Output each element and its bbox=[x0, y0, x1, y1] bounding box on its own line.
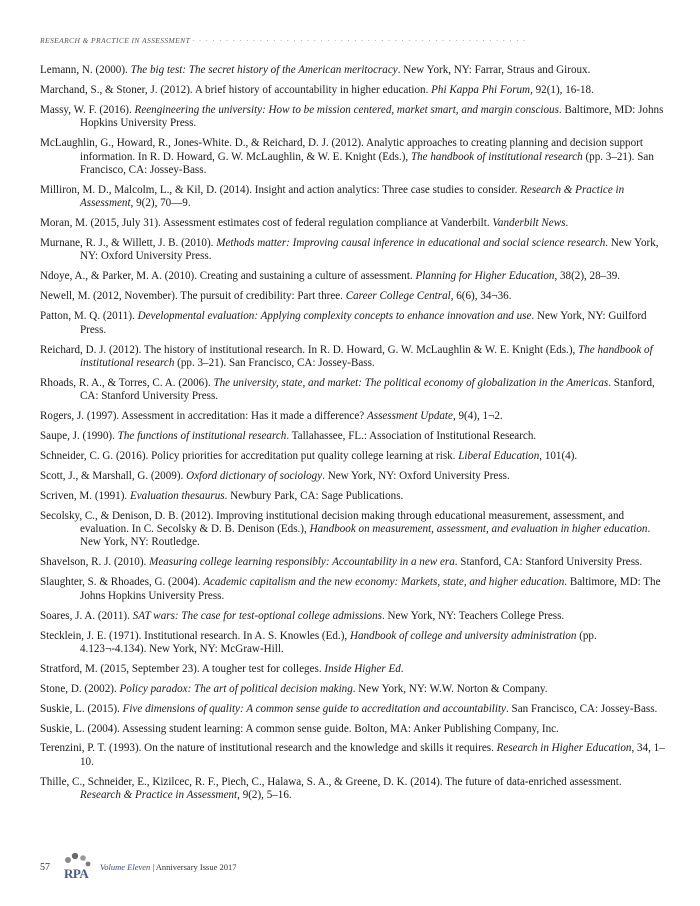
reference-title: Phi Kappa Phi Forum bbox=[431, 83, 531, 96]
footer-volume: Volume Eleven bbox=[100, 862, 151, 872]
reference-text: Stone, D. (2002). bbox=[40, 682, 120, 695]
reference-entry bbox=[40, 663, 665, 676]
logo-text: RPA bbox=[64, 866, 89, 881]
reference-text: Moran, M. (2015, July 31). Assessment estimates cost of federal regulation compliance at Vanderbilt. bbox=[40, 217, 493, 230]
reference-text: Patton, M. Q. (2011). bbox=[40, 310, 138, 323]
reference-entry bbox=[40, 470, 665, 483]
reference-text: Stecklein, J. E. (1971). Institutional research. In A. S. Knowles (Ed.), bbox=[40, 629, 350, 642]
reference-entry bbox=[40, 776, 665, 803]
running-head-title: RESEARCH & PRACTICE IN ASSESSMENT bbox=[40, 36, 191, 45]
reference-text: Stratford, M. (2015, September 23). A tougher test for colleges. bbox=[40, 662, 325, 675]
footer-issue-label: | Anniversary Issue 2017 bbox=[150, 862, 237, 872]
reference-details: , 9(4), 1¬2. bbox=[452, 410, 503, 423]
reference-entry bbox=[40, 84, 665, 97]
reference-entry bbox=[40, 430, 665, 443]
reference-entry bbox=[40, 64, 665, 77]
reference-title: Career College Central bbox=[345, 290, 451, 303]
reference-text: Reichard, D. J. (2012). The history of institutional research. In R. D. Howard, G. W. McLaughlin & W. E. Knight (Eds.), bbox=[40, 343, 579, 356]
reference-text: Slaughter, S. & Rhoades, G. (2004). bbox=[40, 576, 204, 589]
reference-details: . New York, NY: Farrar, Straus and Giroux. bbox=[397, 64, 591, 76]
rpa-logo bbox=[60, 852, 94, 882]
reference-details: . bbox=[400, 662, 404, 675]
reference-text: Murnane, R. J., & Willett, J. B. (2010). bbox=[40, 237, 217, 250]
reference-title: Research & Practice in Assessment bbox=[80, 789, 238, 802]
reference-details: . New York, NY: Routledge. bbox=[80, 523, 651, 549]
reference-text: Rogers, J. (1997). Assessment in accreditation: Has it made a difference? bbox=[40, 410, 367, 423]
reference-details: (pp. 3–21). San Francisco, CA: Jossey-Bass. bbox=[80, 150, 654, 176]
reference-title: Developmental evaluation: Applying complexity concepts to enhance innovation and use bbox=[137, 310, 532, 323]
reference-title: SAT wars: The case for test-optional college admissions bbox=[132, 609, 382, 622]
reference-text: Milliron, M. D., Malcolm, L., & Kil, D. (2014). Insight and action analytics: Three case studies to consider. bbox=[40, 183, 521, 196]
reference-details: , 9(2), 5–16. bbox=[237, 789, 292, 802]
reference-entry bbox=[40, 450, 665, 463]
reference-entry bbox=[40, 290, 665, 303]
reference-title: Evaluation thesaurus bbox=[129, 489, 225, 502]
reference-title: Measuring college learning responsibly: Accountability in a new era bbox=[149, 556, 455, 569]
reference-text: Secolsky, C., & Denison, D. B. (2012). Improving institutional decision making through educational measurement, assessment, and evaluation. In C. Secolsky & D. B. Denison (Eds.), bbox=[40, 509, 625, 536]
reference-details: . Baltimore, MD: The Johns Hopkins University Press. bbox=[80, 576, 661, 602]
reference-entry bbox=[40, 742, 665, 769]
reference-title: Academic capitalism and the new economy: Markets, state, and higher education bbox=[203, 576, 565, 589]
reference-title: Policy paradox: The art of political decision making bbox=[119, 682, 353, 695]
reference-details: , 92(1), 16-18. bbox=[530, 83, 594, 96]
reference-entry bbox=[40, 576, 665, 603]
reference-title: The university, state, and market: The political economy of globalization in the Americas bbox=[213, 376, 609, 389]
reference-entry bbox=[40, 104, 665, 131]
reference-text: Shavelson, R. J. (2010). bbox=[40, 556, 150, 569]
reference-title: Handbook on measurement, assessment, and evaluation in higher education bbox=[309, 523, 648, 536]
reference-details: . New York, NY: Guilford Press. bbox=[80, 310, 647, 336]
reference-entry bbox=[40, 556, 665, 569]
reference-entry bbox=[40, 137, 665, 177]
reference-details: , 9(2), 70—9. bbox=[130, 197, 191, 210]
reference-details: (pp. 4.123¬-4.134). New York, NY: McGraw-Hill. bbox=[80, 629, 597, 655]
reference-entry bbox=[40, 410, 665, 423]
reference-details: . bbox=[565, 217, 569, 230]
reference-title: Inside Higher Ed bbox=[324, 662, 401, 675]
reference-details: . Tallahassee, FL.: Association of Institutional Research. bbox=[286, 430, 537, 443]
reference-title: Oxford dictionary of sociology bbox=[186, 469, 323, 482]
reference-entry bbox=[40, 490, 665, 503]
reference-entry bbox=[40, 703, 665, 716]
reference-entry bbox=[40, 184, 665, 211]
reference-details: , 6(6), 34¬36. bbox=[450, 290, 512, 303]
reference-text: Terenzini, P. T. (1993). On the nature of institutional research and the knowledge and skills it requires. bbox=[40, 742, 497, 755]
reference-details: . New York, NY: Oxford University Press. bbox=[322, 469, 510, 482]
reference-entry bbox=[40, 723, 665, 736]
reference-entry bbox=[40, 683, 665, 696]
reference-details: , 101(4). bbox=[539, 449, 578, 462]
reference-text: Newell, M. (2012, November). The pursuit of credibility: Part three. bbox=[40, 290, 346, 303]
page-footer bbox=[40, 853, 237, 881]
reference-details: . Baltimore, MD: Johns Hopkins University Press. bbox=[80, 103, 664, 130]
reference-text: Scriven, M. (1991). bbox=[40, 489, 130, 502]
reference-text: Saupe, J. (1990). bbox=[40, 430, 118, 443]
reference-title: Methods matter: Improving causal inference in educational and social science research bbox=[216, 237, 606, 250]
reference-text: Scott, J., & Marshall, G. (2009). bbox=[40, 469, 187, 482]
reference-details: , 34, 1–10. bbox=[80, 742, 665, 768]
reference-title: Assessment Update bbox=[366, 410, 453, 423]
reference-text: Lemann, N. (2000). bbox=[40, 64, 131, 76]
reference-title: Research & Practice in Assessment bbox=[80, 183, 625, 210]
reference-title: The handbook of institutional research bbox=[410, 150, 583, 163]
reference-text: Thille, C., Schneider, E., Kizilcec, R. F., Piech, C., Halawa, S. A., & Greene, D. K. (2014). The future of data-enriched assessment. bbox=[40, 775, 622, 788]
reference-details: . Newbury Park, CA: Sage Publications. bbox=[224, 489, 404, 502]
reference-title: Vanderbilt News bbox=[492, 217, 566, 230]
reference-details: . New York, NY: Teachers College Press. bbox=[381, 609, 565, 622]
reference-entry bbox=[40, 270, 665, 283]
reference-entry bbox=[40, 237, 665, 264]
reference-details: . New York, NY: W.W. Norton & Company. bbox=[352, 682, 548, 695]
reference-text: Rhoads, R. A., & Torres, C. A. (2006). bbox=[40, 376, 214, 389]
reference-details: , 38(2), 28–39. bbox=[554, 270, 621, 283]
reference-text: McLaughlin, G., Howard, R., Jones-White. D., & Reichard, D. J. (2012). Analytic approaches to creating planning and decision support information. In R. D. Howard, G. W. McLaughlin, & W. E. Knight (Eds.), bbox=[40, 137, 643, 163]
reference-entry bbox=[40, 217, 665, 230]
reference-text: Schneider, C. G. (2016). Policy priorities for accreditation put quality college learning at risk. bbox=[40, 449, 459, 462]
reference-details: (pp. 3–21). San Francisco, CA: Jossey-Bass. bbox=[174, 356, 375, 369]
reference-title: Five dimensions of quality: A common sense guide to accreditation and accountability bbox=[122, 702, 506, 715]
reference-title: The big test: The secret history of the American meritocracy bbox=[130, 64, 398, 76]
reference-entry bbox=[40, 610, 665, 623]
reference-text: Marchand, S., & Stoner, J. (2012). A brief history of accountability in higher education. bbox=[40, 83, 432, 96]
reference-text: Ndoye, A., & Parker, M. A. (2010). Creating and sustaining a culture of assessment. bbox=[40, 270, 416, 283]
reference-entry bbox=[40, 377, 665, 404]
reference-text: Suskie, L. (2004). Assessing student learning: A common sense guide. Bolton, MA: Anker Publishing Company, Inc. bbox=[40, 722, 559, 735]
reference-title: Reengineering the university: How to be mission centered, market smart, and margin conscious bbox=[134, 103, 559, 116]
page-number: 57 bbox=[40, 861, 50, 873]
reference-entry bbox=[40, 310, 665, 337]
reference-list bbox=[40, 64, 665, 809]
reference-details: . Stanford, CA: Stanford University Press. bbox=[80, 376, 655, 403]
reference-title: The handbook of institutional research bbox=[80, 343, 653, 369]
running-head bbox=[40, 36, 527, 45]
reference-details: . Stanford, CA: Stanford University Press. bbox=[454, 556, 643, 569]
reference-text: Soares, J. A. (2011). bbox=[40, 609, 133, 622]
reference-text: Suskie, L. (2015). bbox=[40, 702, 123, 715]
running-head-dots: · · · · · · · · · · · · · · · · · · · · · · · · · · · · · · · · · · · · · · · · · · · · · · · · · · bbox=[192, 36, 527, 45]
reference-text: Massy, W. F. (2016). bbox=[40, 103, 135, 116]
reference-title: Research in Higher Education bbox=[496, 742, 632, 755]
reference-title: Handbook of college and university administration bbox=[349, 629, 577, 642]
reference-entry bbox=[40, 630, 665, 657]
reference-details: . New York, NY: Oxford University Press. bbox=[80, 237, 659, 263]
reference-title: The functions of institutional research bbox=[117, 430, 287, 443]
reference-title: Liberal Education bbox=[458, 449, 540, 462]
reference-details: . San Francisco, CA: Jossey-Bass. bbox=[505, 702, 658, 715]
reference-entry bbox=[40, 344, 665, 371]
reference-entry bbox=[40, 510, 665, 550]
reference-title: Planning for Higher Education bbox=[415, 270, 555, 283]
footer-issue bbox=[100, 862, 237, 872]
